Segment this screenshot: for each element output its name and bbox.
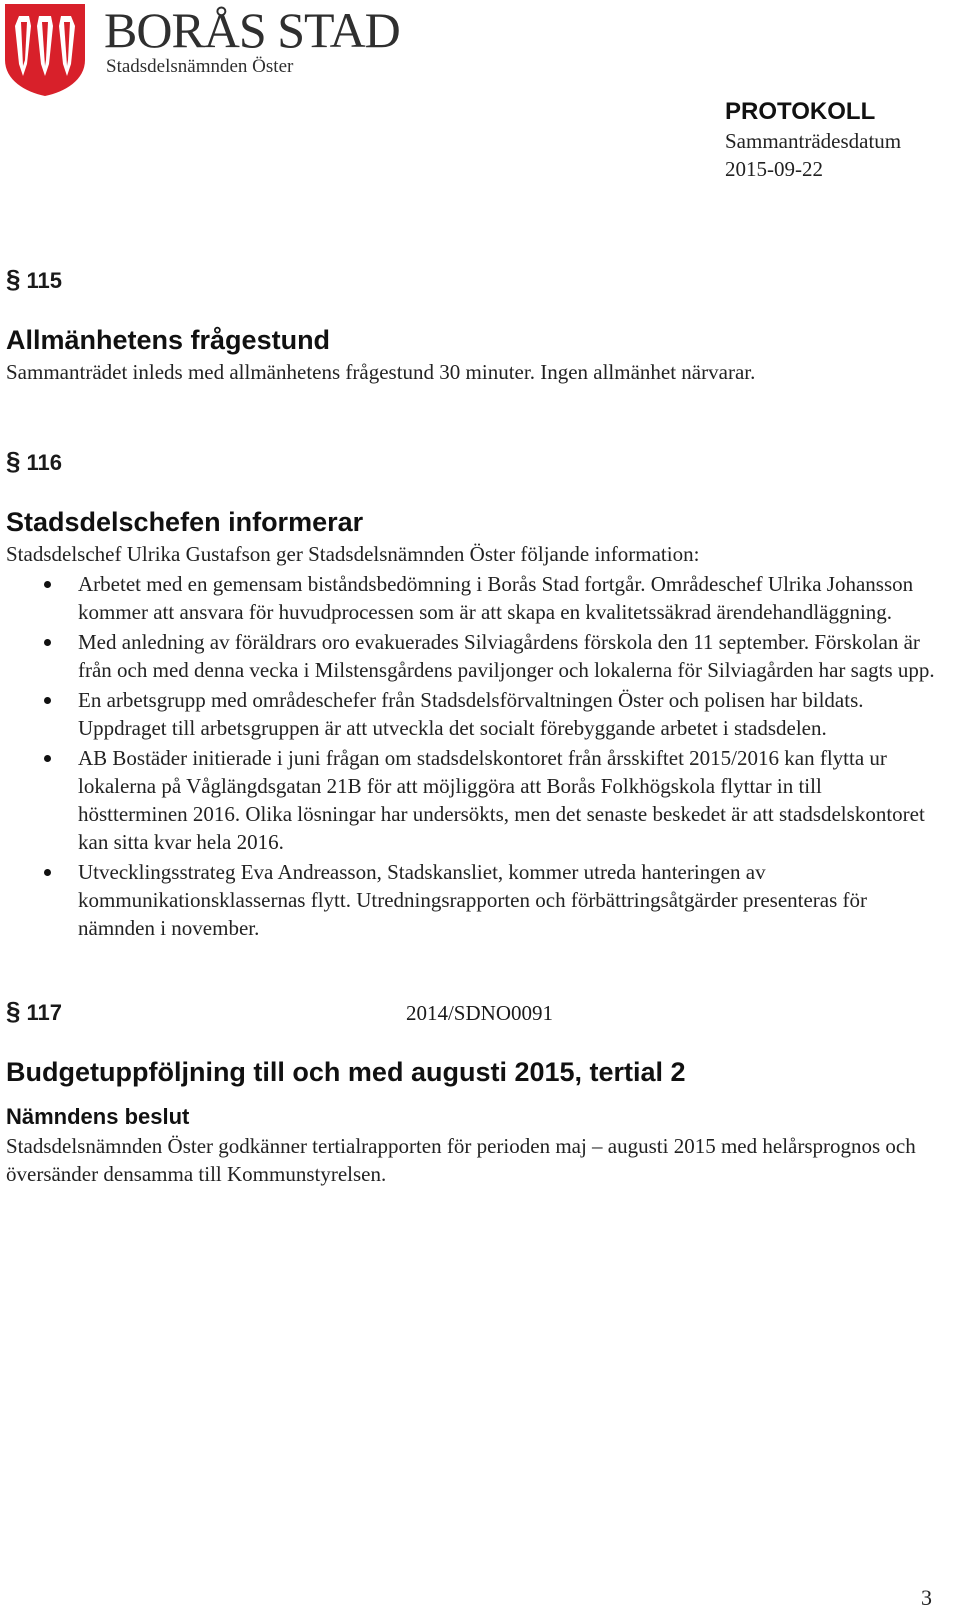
section-number-value: 115 (26, 268, 62, 293)
decision-heading: Nämndens beslut (6, 1104, 190, 1129)
section-title: Allmänhetens frågestund (6, 325, 331, 355)
meeting-date: 2015-09-22 (725, 157, 823, 181)
city-coat-of-arms-logo (3, 2, 87, 98)
section-title: Budgetuppföljning till och med augusti 2015, tertial 2 (6, 1057, 686, 1087)
bullet-icon (44, 639, 51, 646)
bullet-icon (44, 755, 51, 762)
section-title: Stadsdelschefen informerar (6, 507, 364, 537)
list-item (6, 858, 936, 942)
protocol-body (6, 262, 936, 1188)
list-item-text: En arbetsgrupp med områdeschefer från Stadsdelsförvaltningen Öster och polisen har bildats. Uppdraget till arbetsgruppen är att utveckla det socialt förebyggande arbetet i stadsdelen. (78, 688, 864, 740)
list-item (6, 744, 936, 856)
organization-subunit: Stadsdelsnämnden Öster (106, 56, 294, 77)
document-meta (725, 97, 940, 183)
information-list (6, 570, 936, 942)
section-number (6, 994, 936, 1030)
list-item-text: Arbetet med en gemensam biståndsbedömning i Borås Stad fortgår. Områdeschef Ulrika Johansson kommer att ansvara för huvudprocessen som är att skapa en kvalitetssäkrad ärendehandläggning. (78, 572, 914, 624)
section-body: Sammanträdet inleds med allmänhetens frågestund 30 minuter. Ingen allmänhet närvarar. (6, 360, 756, 384)
list-item (6, 628, 936, 684)
section-symbol: § (6, 996, 21, 1026)
bullet-icon (44, 869, 51, 876)
section-number-value: 117 (26, 1000, 62, 1025)
section-116 (6, 444, 936, 942)
bullet-icon (44, 697, 51, 704)
decision-text: Stadsdelsnämnden Öster godkänner tertialrapporten för perioden maj – augusti 2015 med helårsprognos och översänder densamma till Kommunstyrelsen. (6, 1134, 916, 1186)
section-symbol: § (6, 264, 21, 294)
list-item (6, 570, 936, 626)
list-item-text: AB Bostäder initierade i juni frågan om stadsdelskontoret från årsskiftet 2015/2016 kan flytta ur lokalerna på Våglängdsgatan 21B för att möjliggöra att Borås Folkhögskola flyttar in till höstterminen 2016. Olika lösningar har undersökts, men det senaste beskedet är att stadsdelskontoret kan sitta kvar hela 2016. (78, 746, 925, 854)
section-intro: Stadsdelschef Ulrika Gustafson ger Stadsdelsnämnden Öster följande information: (6, 542, 700, 566)
page-header (0, 0, 960, 200)
list-item-text: Med anledning av föräldrars oro evakuerades Silviagårdens förskola den 11 september. Förskolan är från och med denna vecka i Milstensgårdens paviljonger och lokalerna för Silviagården har sagts upp. (78, 630, 935, 682)
organization-name: BORÅS STAD (104, 2, 400, 58)
list-item-text: Utvecklingsstrateg Eva Andreasson, Stadskansliet, kommer utreda hanteringen av kommunikationsklassernas flytt. Utredningsrapporten och förbättringsåtgärder presenteras för nämnden i november. (78, 860, 868, 940)
meeting-date-label: Sammanträdesdatum (725, 129, 902, 153)
page-number: 3 (921, 1585, 932, 1610)
section-115 (6, 262, 936, 386)
diary-number: 2014/SDNO0091 (405, 1001, 553, 1025)
section-number (6, 262, 936, 298)
bullet-icon (44, 581, 51, 588)
section-symbol: § (6, 446, 21, 476)
section-number (6, 444, 936, 480)
list-item (6, 686, 936, 742)
section-117 (6, 994, 936, 1188)
section-number-value: 116 (26, 450, 62, 475)
document-type: PROTOKOLL (725, 98, 876, 125)
